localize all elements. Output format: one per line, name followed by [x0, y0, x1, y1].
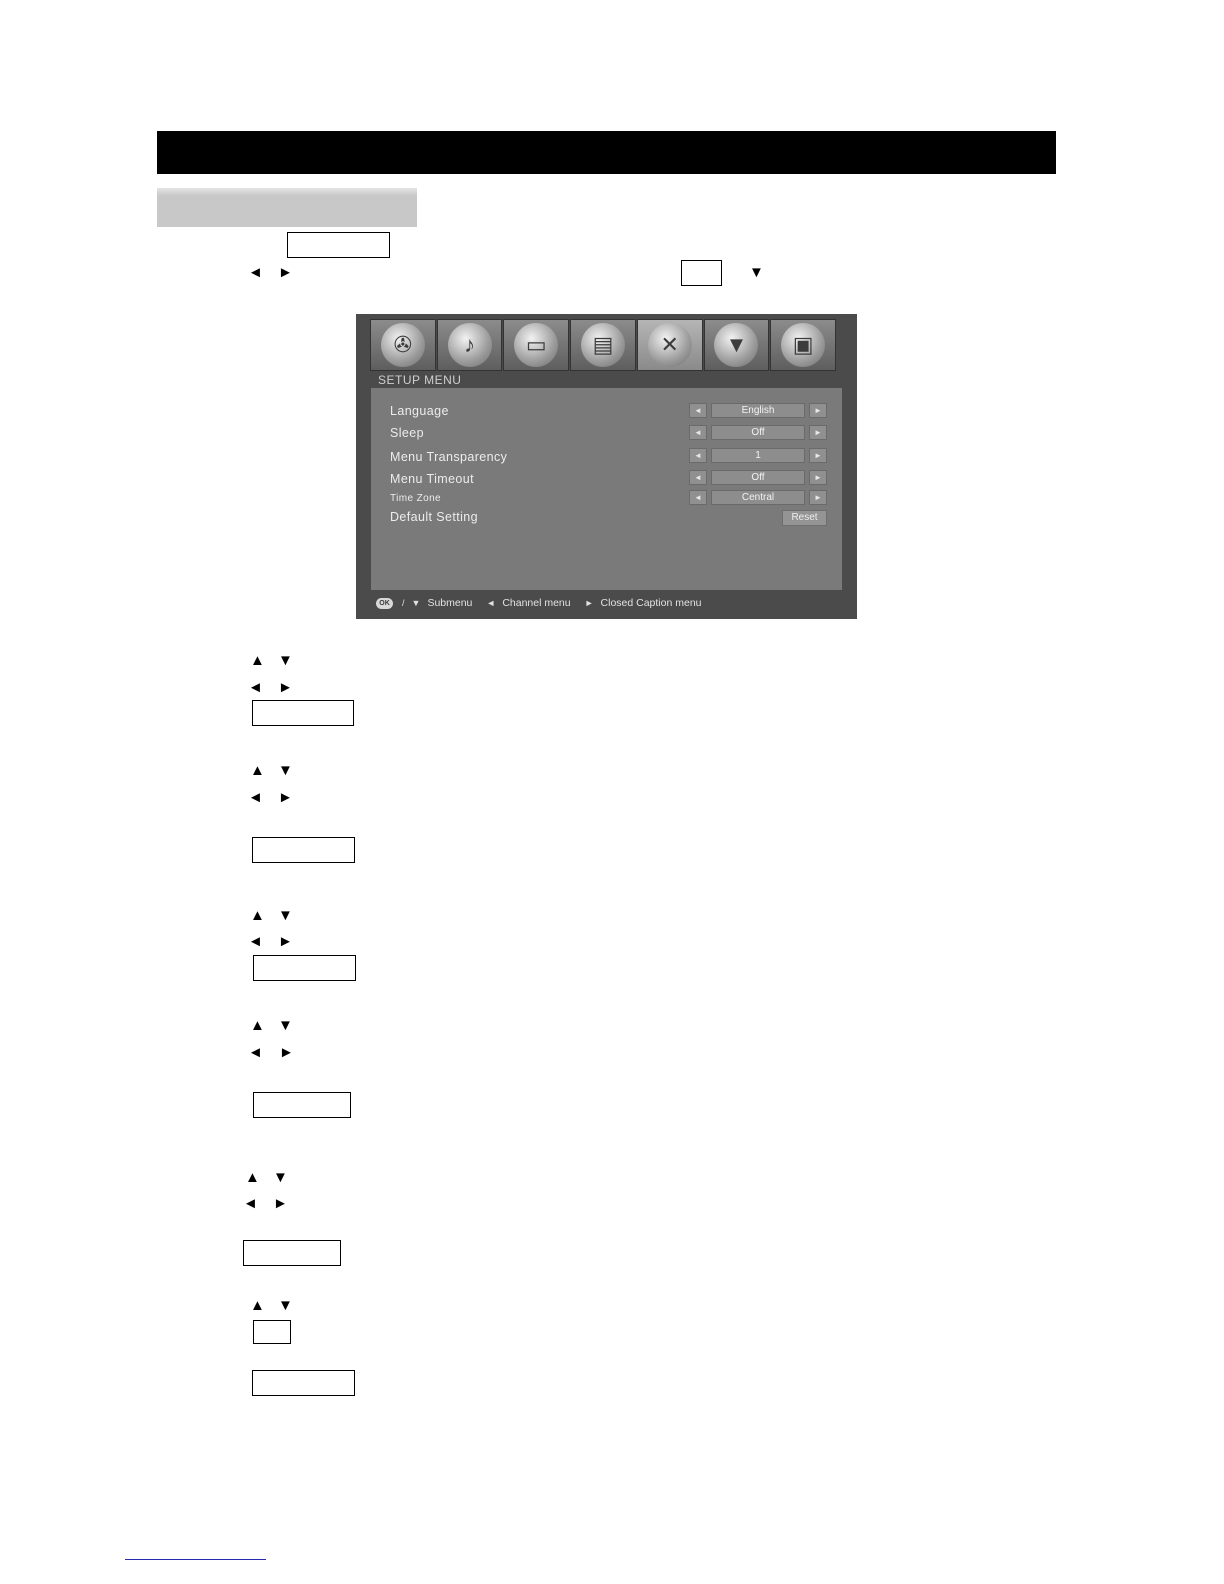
- key-box: [252, 837, 355, 863]
- subsection-tab: [157, 188, 417, 227]
- left-arrow-icon[interactable]: ◄: [689, 448, 707, 463]
- right-arrow-icon: ►: [279, 1044, 294, 1061]
- key-box: [253, 1092, 351, 1118]
- ok-button-icon: OK: [376, 598, 393, 609]
- lock-icon: ▣: [781, 323, 825, 367]
- tab-channel[interactable]: [704, 319, 770, 371]
- footer-rule: [125, 1559, 266, 1560]
- right-arrow-icon: ►: [278, 789, 293, 806]
- down-arrow-icon: ▼: [273, 1169, 288, 1186]
- section-header-bar: [157, 131, 1056, 174]
- settings-panel: [371, 388, 842, 590]
- download-icon: ▼: [714, 323, 758, 367]
- right-arrow-icon: ►: [278, 679, 293, 696]
- key-box: [243, 1240, 341, 1266]
- menu-icon-bar: [370, 319, 836, 371]
- left-arrow-icon: ◄: [486, 598, 496, 608]
- up-arrow-icon: ▲: [250, 652, 265, 669]
- menu-transparency-value: 1: [711, 448, 805, 463]
- time-zone-selector[interactable]: [689, 490, 827, 505]
- menu-transparency-selector[interactable]: [689, 448, 827, 463]
- left-arrow-icon: ◄: [248, 264, 263, 281]
- default-setting-label: Default Setting: [390, 510, 478, 524]
- left-arrow-icon: ◄: [248, 679, 263, 696]
- up-arrow-icon: ▲: [250, 907, 265, 924]
- left-arrow-icon[interactable]: ◄: [689, 490, 707, 505]
- menu-title: SETUP MENU: [378, 373, 462, 387]
- language-value: English: [711, 403, 805, 418]
- key-box: [252, 1370, 355, 1396]
- sleep-value: Off: [711, 425, 805, 440]
- tab-lock[interactable]: [770, 319, 836, 371]
- film-reel-icon: ✇: [381, 323, 425, 367]
- left-arrow-icon: ◄: [248, 789, 263, 806]
- osd-footer-hints: [376, 596, 716, 610]
- right-arrow-icon[interactable]: ►: [809, 403, 827, 418]
- tools-icon: ✕: [648, 323, 692, 367]
- channel-menu-hint: Channel menu: [502, 597, 571, 609]
- right-arrow-icon: ►: [584, 598, 594, 608]
- left-arrow-icon: ◄: [243, 1195, 258, 1212]
- tab-picture[interactable]: [503, 319, 569, 371]
- right-arrow-icon[interactable]: ►: [809, 425, 827, 440]
- menu-timeout-value: Off: [711, 470, 805, 485]
- closed-caption-menu-hint: Closed Caption menu: [600, 597, 702, 609]
- down-arrow-icon: ▼: [278, 907, 293, 924]
- down-arrow-icon: ▼: [278, 762, 293, 779]
- left-arrow-icon[interactable]: ◄: [689, 403, 707, 418]
- down-arrow-icon: ▼: [278, 652, 293, 669]
- sleep-label: Sleep: [390, 426, 424, 440]
- submenu-hint: Submenu: [427, 597, 473, 609]
- key-box: [252, 700, 354, 726]
- right-arrow-icon: ►: [278, 933, 293, 950]
- down-arrow-icon: ▼: [411, 598, 421, 608]
- sleep-selector[interactable]: [689, 425, 827, 440]
- key-box: [287, 232, 390, 258]
- language-label: Language: [390, 404, 449, 418]
- time-zone-value: Central: [711, 490, 805, 505]
- left-arrow-icon[interactable]: ◄: [689, 470, 707, 485]
- left-arrow-icon: ◄: [248, 933, 263, 950]
- up-arrow-icon: ▲: [250, 762, 265, 779]
- left-arrow-icon: ◄: [248, 1044, 263, 1061]
- time-zone-label: Time Zone: [390, 493, 442, 504]
- separator: /: [402, 598, 405, 608]
- key-box: [681, 260, 722, 286]
- up-arrow-icon: ▲: [245, 1169, 260, 1186]
- menu-transparency-label: Menu Transparency: [390, 450, 508, 464]
- menu-timeout-selector[interactable]: [689, 470, 827, 485]
- reset-button[interactable]: Reset: [782, 510, 827, 526]
- tab-setup[interactable]: [637, 319, 703, 371]
- down-arrow-icon: ▼: [278, 1297, 293, 1314]
- right-arrow-icon[interactable]: ►: [809, 470, 827, 485]
- picture-icon: ▭: [514, 323, 558, 367]
- up-arrow-icon: ▲: [250, 1297, 265, 1314]
- setup-menu-screenshot: [356, 314, 857, 619]
- tab-audio[interactable]: [437, 319, 503, 371]
- tab-video[interactable]: [370, 319, 436, 371]
- key-box: [253, 1320, 291, 1344]
- right-arrow-icon: ►: [273, 1195, 288, 1212]
- down-arrow-icon: ▼: [749, 264, 764, 281]
- right-arrow-icon: ►: [278, 264, 293, 281]
- right-arrow-icon[interactable]: ►: [809, 448, 827, 463]
- language-selector[interactable]: [689, 403, 827, 418]
- down-arrow-icon: ▼: [278, 1017, 293, 1034]
- left-arrow-icon[interactable]: ◄: [689, 425, 707, 440]
- tab-photos[interactable]: [570, 319, 636, 371]
- photos-icon: ▤: [581, 323, 625, 367]
- key-box: [253, 955, 356, 981]
- music-note-icon: ♪: [448, 323, 492, 367]
- menu-timeout-label: Menu Timeout: [390, 472, 475, 486]
- right-arrow-icon[interactable]: ►: [809, 490, 827, 505]
- up-arrow-icon: ▲: [250, 1017, 265, 1034]
